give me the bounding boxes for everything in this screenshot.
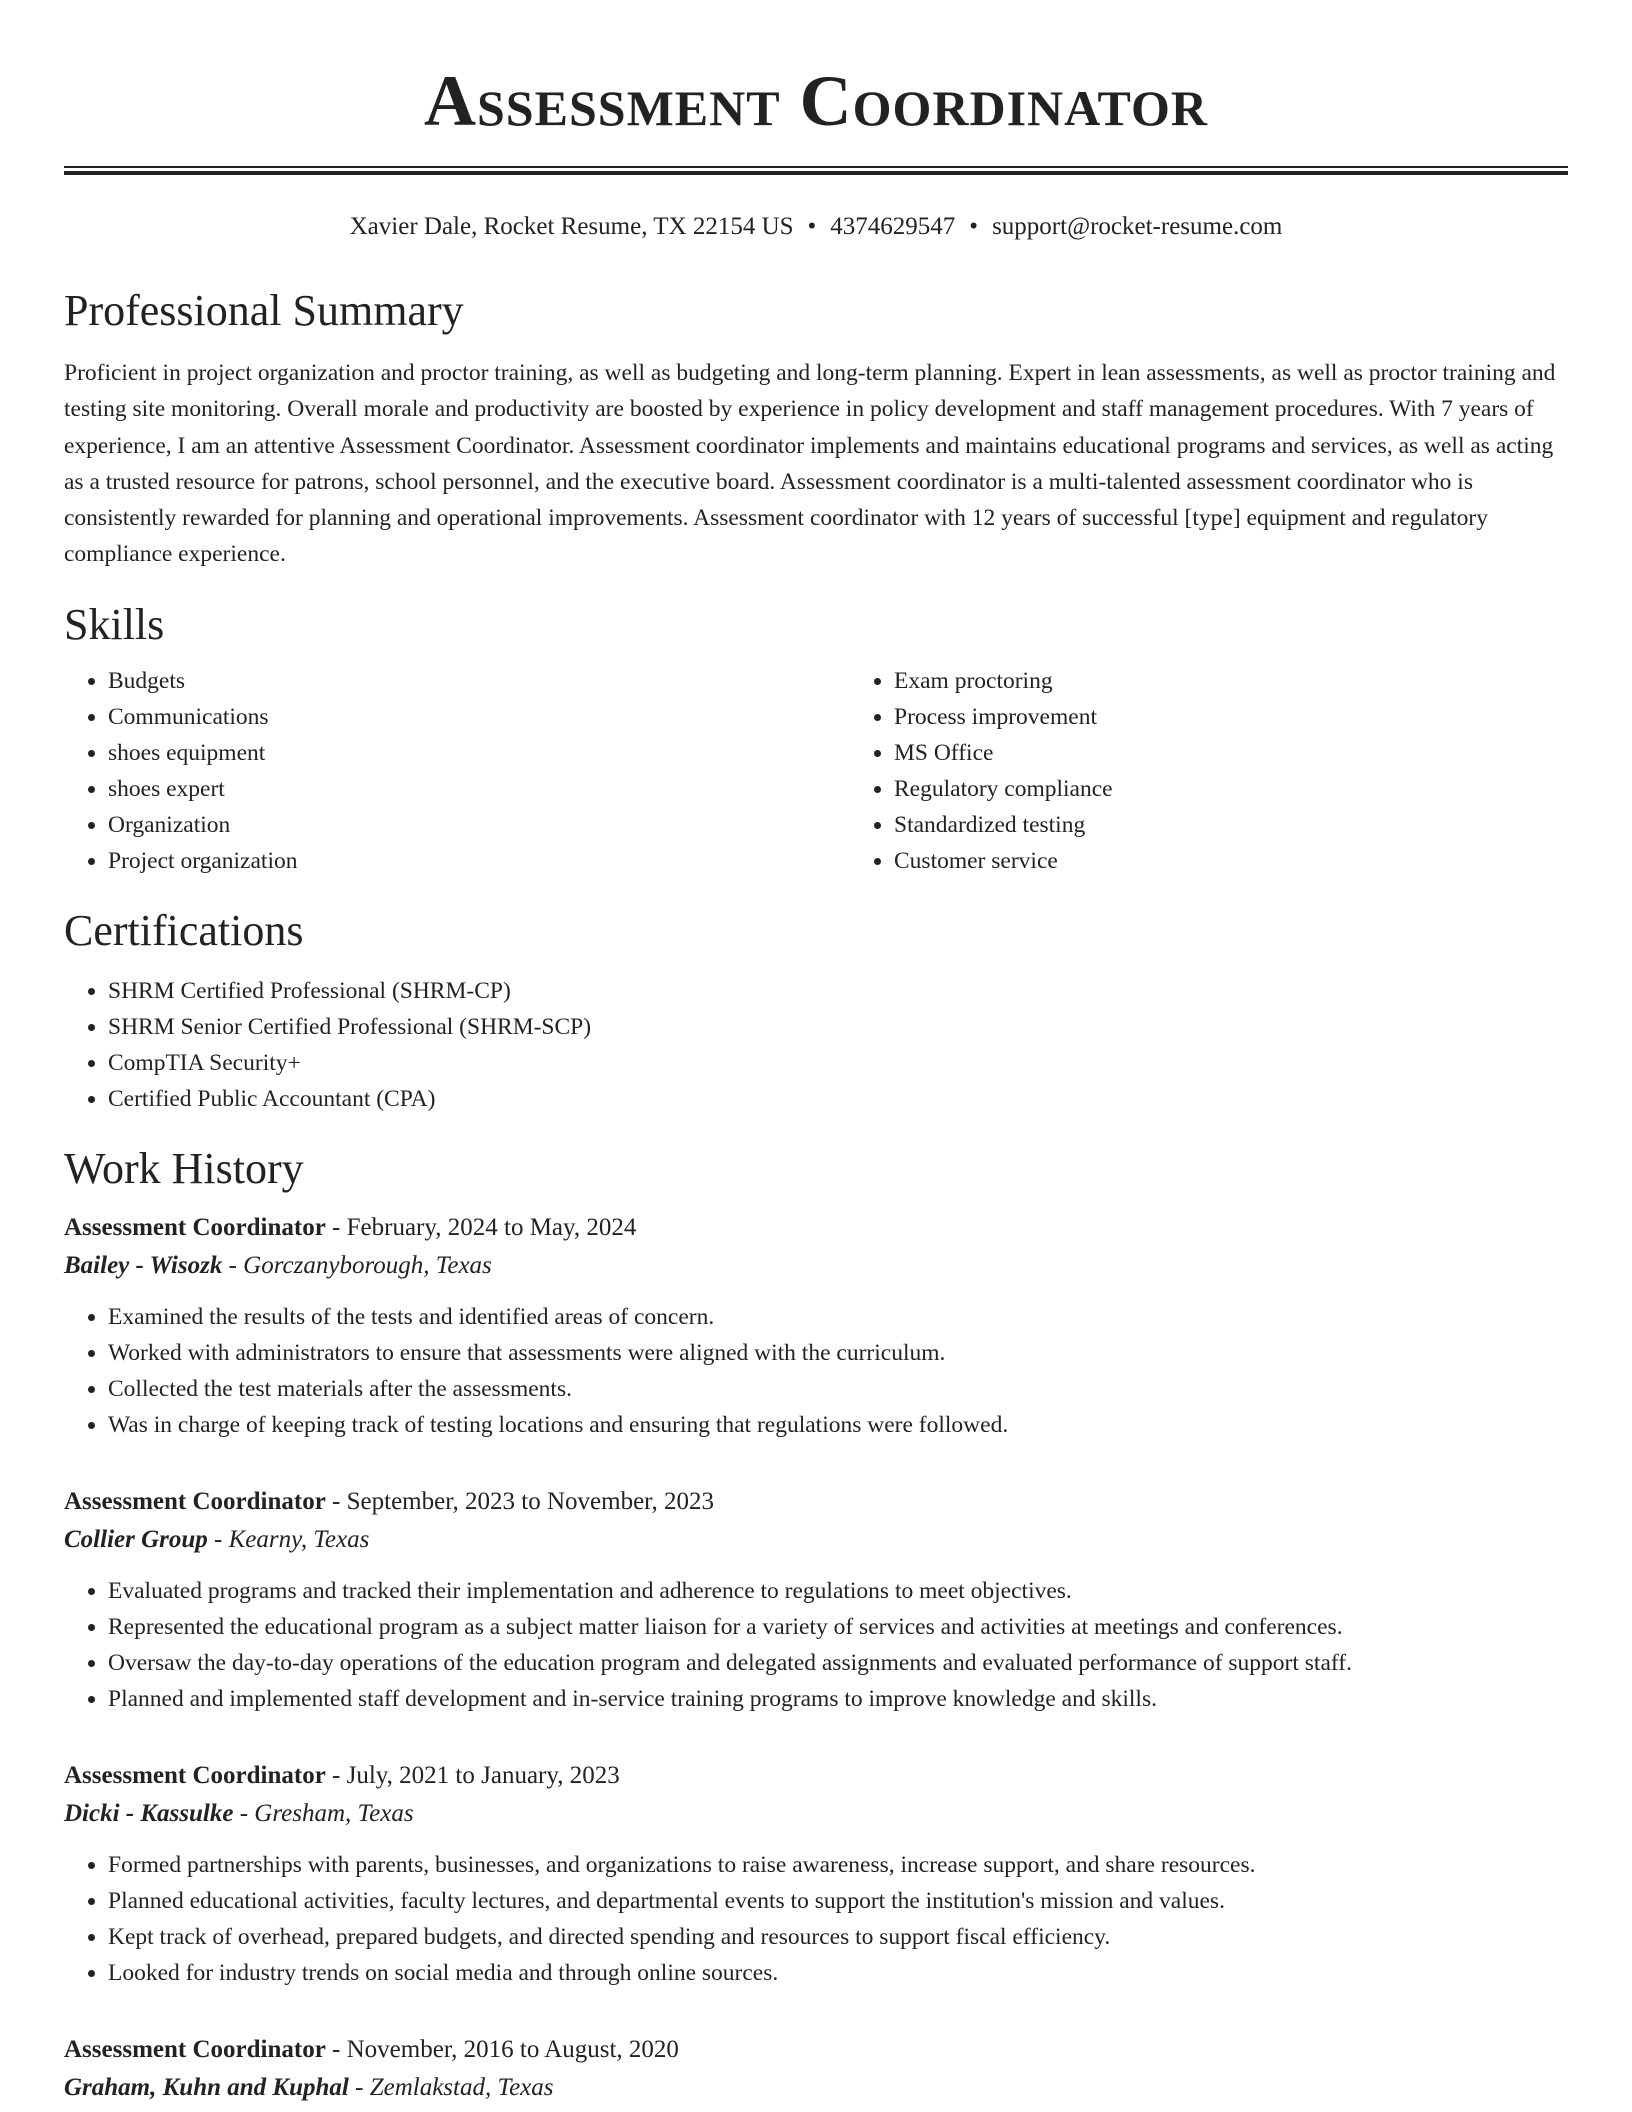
job-entry: [64, 1757, 1568, 1991]
job-dash: -: [325, 1761, 347, 1789]
job-dash: -: [233, 1799, 255, 1827]
job-company: Graham, Kuhn and Kuphal: [64, 2073, 349, 2101]
skill-item: • Customer service: [894, 843, 1632, 879]
skill-item: • MS Office: [894, 735, 1632, 771]
work-history-heading: Work History: [64, 1143, 304, 1193]
job-dash: -: [222, 1251, 244, 1279]
job-title: Assessment Coordinator: [64, 1487, 326, 1515]
job-dates: July, 2021 to January, 2023: [346, 1761, 620, 1789]
skill-item: • Communications: [108, 699, 850, 735]
job-dates: November, 2016 to August, 2020: [346, 2035, 679, 2063]
job-title: Assessment Coordinator: [64, 1761, 326, 1789]
contact-phone: 4374629547: [830, 213, 956, 240]
certification-item: • SHRM Certified Professional (SHRM-CP): [108, 973, 1568, 1009]
skills-columns: [64, 663, 1568, 879]
contact-separator: •: [969, 213, 979, 240]
job-dates: September, 2023 to November, 2023: [346, 1487, 714, 1515]
job-bullet: • Planned educational activities, faculty lectures, and departmental events to support the institution's mission and values.: [108, 1883, 1568, 1919]
job-entry: [64, 1483, 1568, 1717]
certification-item: • SHRM Senior Certified Professional (SHRM-SCP): [108, 1009, 1568, 1045]
job-dash: -: [325, 1213, 347, 1241]
certification-item: • Certified Public Accountant (CPA): [108, 1081, 1568, 1117]
job-location: Gresham, Texas: [254, 1799, 414, 1827]
job-bullets: [64, 1573, 1568, 1717]
job-dates: February, 2024 to May, 2024: [346, 1213, 637, 1241]
job-bullet: • Represented the educational program as a subject matter liaison for a variety of services and activities at meetings and conferences.: [108, 1609, 1568, 1645]
job-header: [64, 1209, 1568, 1247]
summary-heading: Professional Summary: [64, 286, 464, 335]
job-title: Assessment Coordinator: [64, 1213, 326, 1241]
contact-address: Xavier Dale, Rocket Resume, TX 22154 US: [349, 213, 794, 240]
job-location: Zemlakstad, Texas: [369, 2073, 554, 2101]
job-bullet: • Oversaw the day-to-day operations of the education program and delegated assignments and evaluated performance of support staff.: [108, 1645, 1568, 1681]
job-employer: [64, 2069, 1568, 2107]
job-bullet: • Examined the results of the tests and identified areas of concern.: [108, 1299, 1568, 1335]
certifications-list: [64, 973, 1568, 1117]
job-title: Assessment Coordinator: [64, 2035, 326, 2063]
job-company: Bailey - Wisozk: [64, 1251, 223, 1279]
job-bullet: • Evaluated programs and tracked their implementation and adherence to regulations to meet objectives.: [108, 1573, 1568, 1609]
job-bullet: • Planned and implemented staff development and in-service training programs to improve knowledge and skills.: [108, 1681, 1568, 1717]
job-bullet: • Collected the test materials after the assessments.: [108, 1371, 1568, 1407]
job-bullets: [64, 1847, 1568, 1991]
contact-line: [64, 211, 1568, 243]
job-header: [64, 2031, 1568, 2069]
job-bullet: • Formed partnerships with parents, businesses, and organizations to raise awareness, increase support, and share resources.: [108, 1847, 1568, 1883]
certification-item: • CompTIA Security+: [108, 1045, 1568, 1081]
job-company: Collier Group: [64, 1525, 208, 1553]
job-bullets: [64, 1299, 1568, 1443]
job-bullet: • Looked for industry trends on social media and through online sources.: [108, 1955, 1568, 1991]
skill-item: • Standardized testing: [894, 807, 1632, 843]
skills-list-right: [850, 663, 1632, 879]
skill-item: • Exam proctoring: [894, 663, 1632, 699]
skill-item: • Regulatory compliance: [894, 771, 1632, 807]
skill-item: • Budgets: [108, 663, 850, 699]
job-dash: -: [207, 1525, 229, 1553]
skill-item: • shoes expert: [108, 771, 850, 807]
job-employer: [64, 1247, 1568, 1285]
job-header: [64, 1757, 1568, 1795]
job-entry: [64, 1209, 1568, 1443]
resume-title: Assessment Coordinator: [424, 61, 1208, 141]
job-location: Kearny, Texas: [228, 1525, 370, 1553]
skills-list-left: [64, 663, 850, 879]
contact-email: support@rocket-resume.com: [992, 213, 1283, 240]
skills-heading: Skills: [64, 599, 165, 649]
title-divider: [64, 166, 1568, 175]
job-bullet: • Kept track of overhead, prepared budgets, and directed spending and resources to support fiscal efficiency.: [108, 1919, 1568, 1955]
job-header: [64, 1483, 1568, 1521]
job-employer: [64, 1795, 1568, 1833]
skill-item: • Process improvement: [894, 699, 1632, 735]
job-company: Dicki - Kassulke: [64, 1799, 234, 1827]
skill-item: • shoes equipment: [108, 735, 850, 771]
job-location: Gorczanyborough, Texas: [243, 1251, 492, 1279]
certifications-heading: Certifications: [64, 905, 304, 955]
job-dash: -: [325, 1487, 347, 1515]
job-dash: -: [325, 2035, 347, 2063]
job-dash: -: [348, 2073, 370, 2101]
skill-item: • Organization: [108, 807, 850, 843]
contact-separator: •: [807, 213, 817, 240]
job-bullet: • Worked with administrators to ensure that assessments were aligned with the curriculum.: [108, 1335, 1568, 1371]
job-entry: [64, 2031, 1568, 2107]
summary-text: Proficient in project organization and proctor training, as well as budgeting and long-term planning. Expert in lean assessments, as well as proctor training and testing site monitoring. Overall morale and productivity are boosted by experience in policy development and staff management procedures. With 7 years of experience, I am an attentive Assessment Coordinator. Assessment coordinator implements and maintains educational programs and services, as well as acting as a trusted resource for patrons, school personnel, and the executive board. Assessment coordinator is a multi-talented assessment coordinator who is consistently rewarded for planning and operational improvements. Assessment coordinator with 12 years of successful [type] equipment and regulatory compliance experience.: [64, 360, 1556, 568]
job-bullet: • Was in charge of keeping track of testing locations and ensuring that regulations were followed.: [108, 1407, 1568, 1443]
skill-item: • Project organization: [108, 843, 850, 879]
job-employer: [64, 1521, 1568, 1559]
